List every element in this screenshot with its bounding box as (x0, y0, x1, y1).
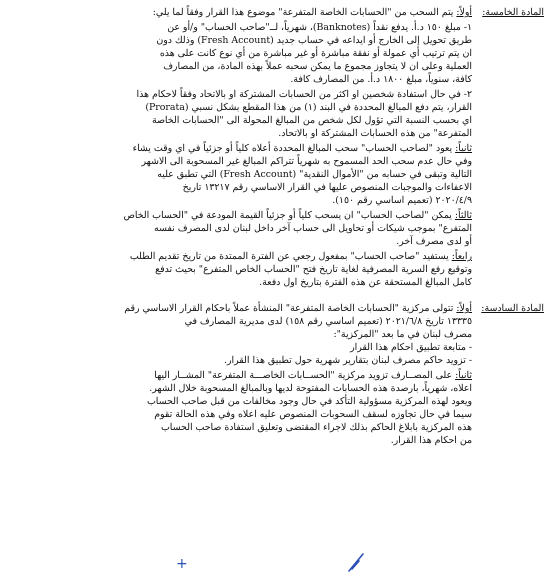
text-line: ٢- في حال استفادة شخصين او اكثر من الحسابات المشتركة او بالاتحاد وفقاً لاحكام هذا (136, 89, 472, 100)
article-5-fourth-label: رابعاً: (451, 251, 472, 262)
text-line: ويعود لهذه المركزية مسؤولية التأكد في حال وجود مخالفات من قبل صاحب الحساب (146, 396, 472, 407)
text-line: المتفرع" بموجب شيكات أو تحاويل الى حساب آخر داخل لبنان لدى المصرف نفسه (154, 223, 472, 234)
text-segment: تتولى مركزية "الحسابات الخاصة المتفرعة" المنشأة عملاً باحكام القرار الاساسي رقم (124, 303, 457, 314)
article-6-second (10, 369, 472, 447)
article-5-fourth (10, 250, 472, 289)
handwritten-marks (0, 548, 558, 574)
text-line: - تزويد حاكم مصرف لبنان بتقارير شهرية حول تطبيق هذا القرار. (224, 355, 472, 366)
text-line (10, 250, 472, 263)
section-spacer (10, 291, 544, 302)
article-5-intro-text: يتم السحب من "الحسابات الخاصة المتفرعة" موضوع هذا القرار وفقاً لما يلي: (152, 7, 457, 18)
article-5-third-label: ثالثاً: (454, 210, 472, 221)
text-line: الاعفاءات والموجبات المنصوص عليها في القرار الاساسي رقم ١٣٢١٧ تاريخ (182, 182, 472, 193)
text-line: اعلاه، شهرياً، بارصدة هذه الحسابات المفتوحة لديها وبالمبالغ المسحوبة خلال الشهر. (149, 383, 472, 394)
text-line: ١٣٣٣٥ تاريخ ٢٠٢١/٦/٨ (تعميم اساسي رقم ١٥٨) لدى مديرية المصارف في (184, 316, 472, 327)
article-5-intro (10, 6, 472, 19)
article-5 (10, 6, 544, 289)
text-segment: يمكن "لصاحب الحساب" ان يسحب كلياً أو جزئياً القيمة المودعة في "الحساب الخاص (123, 210, 455, 221)
text-line: ٢٠٢٠/٤/٩ (تعميم اساسي رقم ١٥٠). (332, 195, 472, 206)
article-5-item-1 (10, 21, 472, 86)
text-line: وتوقيع رفع السرية المصرفية لغاية تاريخ فتح "الحساب الخاص المتفرع" بحيث تدفع (155, 264, 472, 275)
article-6-first-label: أولاً: (456, 303, 472, 314)
article-6-second-label: ثانياً: (455, 370, 472, 381)
text-line: اي بحسب النسبة التي تؤول لكل شخص من المبالغ المحولة الى "الحسابات الخاصة (151, 115, 472, 126)
text-line: ١- مبلغ ١٥٠ د.أ. يدفع نقداً (Banknotes)، شهرياً، لــ"صاحب الحساب" و/أو عن (167, 22, 472, 33)
article-5-third (10, 209, 472, 248)
text-line: طريق تحويل إلى الخارج أو ايداعه في حساب جديد (Fresh Account) وذلك دون (156, 35, 472, 46)
article-5-heading: المادة الخامسة: (482, 7, 544, 18)
article-6 (10, 302, 544, 447)
article-6-first (10, 302, 472, 367)
text-line: سيما في حال تجاوزه لسقف السحوبات المنصوص عليه اعلاه وفي هذه الحالة تقوم (154, 409, 472, 420)
text-line (10, 302, 472, 315)
plus-mark: + (176, 556, 188, 572)
article-6-heading: المادة السادسة: (481, 303, 544, 314)
text-line: كافة، سنوياً، مبلغ ١٨٠٠ د.أ. من المصارف كافة. (290, 74, 472, 85)
article-6-body (10, 302, 472, 447)
text-line: - متابعة تطبيق احكام هذا القرار (350, 342, 472, 353)
text-line (10, 209, 472, 222)
text-segment: على المصــارف تزويد مركزية "الحســابات الخاصـــة المتفرعة" المشــار اليها (154, 370, 456, 381)
text-line: العملية وعلى ان لا يتجاوز مجموع ما يمكن سحبه عملاً بهذه المادة، من المصارف (163, 61, 472, 72)
article-5-body (10, 6, 472, 289)
text-line: مصرف لبنان في ما بعد "المركزية": (333, 329, 472, 340)
text-line: من احكام هذا القرار. (390, 435, 472, 446)
pen-stroke-mark (346, 550, 368, 574)
text-line: التالية وتبقى في حسابه من "الأموال النقدية" (Fresh Account) التي تطبق عليه (157, 169, 472, 180)
text-segment: يستفيد "صاحب الحساب" بمفعول رجعي عن الفترة الممتدة من تاريخ تقديم الطلب (129, 251, 452, 262)
text-line: القرار، يتم دفع المبالغ المحددة في البند (١) من هذا المقطع بشكل نسبي (Prorata) (145, 102, 472, 113)
article-5-item-2 (10, 88, 472, 140)
article-5-second-label: ثانياً: (455, 143, 472, 154)
text-line: هذه المركزية بابلاغ الحاكم بذلك لاجراء المقتضى وتعليق استفادة صاحب الحساب (160, 422, 472, 433)
text-line: كامل المبالغ المستحقة عن هذه الفترة بتاريخ اول دفعة. (259, 277, 472, 288)
text-line: المتفرعة" من هذه الحسابات المشتركة او بالاتحاد. (278, 128, 472, 139)
text-line: أو لدى مصرف آخر. (396, 236, 472, 247)
text-line: ان يتم ترتيب أي عمولة أو نفقة مباشرة أو غير مباشرة من أي نوع كانت على هذه (159, 48, 472, 59)
article-5-second (10, 142, 472, 207)
text-line: وفي حال عدم سحب الحد المسموح به شهرياً تتراكم المبالغ غير المسحوبة الى الاشهر (141, 156, 472, 167)
pen-stroke-path (349, 554, 363, 571)
text-segment: يعود "لصاحب الحساب" سحب المبالغ المحددة أعلاه كلياً أو جزئياً في اي وقت يشاء (132, 143, 456, 154)
text-line (10, 369, 472, 382)
article-5-intro-label: أولاً: (456, 7, 472, 18)
text-line (10, 142, 472, 155)
